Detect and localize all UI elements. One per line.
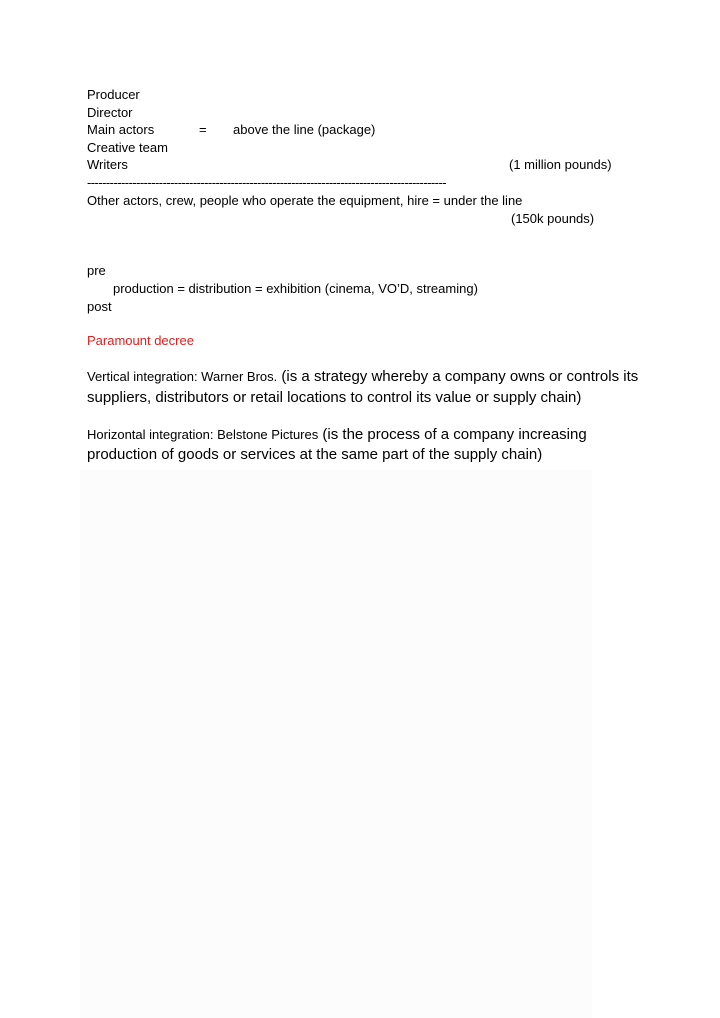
role-director: Director [87, 105, 133, 120]
paramount-decree-heading: Paramount decree [87, 333, 194, 348]
role-writers: Writers [87, 157, 128, 172]
equals-sign: = [199, 122, 207, 137]
page-background-shade [80, 470, 592, 1018]
above-line-cost: (1 million pounds) [509, 157, 612, 172]
pipeline-production: production = distribution = exhibition (cinema, VO’D, streaming) [113, 281, 478, 296]
role-main-actors: Main actors [87, 122, 155, 137]
horizontal-integration-line1 [87, 425, 587, 445]
above-the-line-label: above the line (package) [233, 122, 376, 137]
under-the-line-text: Other actors, crew, people who operate the equipment, hire = under the line [87, 193, 523, 208]
vertical-integration-desc2: suppliers, distributors or retail locations to control its value or supply chain) [87, 389, 582, 406]
vertical-integration-label: Vertical integration: Warner Bros. [87, 369, 278, 384]
pipeline-pre: pre [87, 263, 106, 278]
horizontal-integration-label: Horizontal integration: Belstone Pictures [87, 427, 319, 442]
role-producer: Producer [87, 87, 140, 102]
vertical-integration-line1 [87, 367, 638, 387]
horizontal-integration-desc2: production of goods or services at the same part of the supply chain) [87, 446, 543, 463]
role-creative-team: Creative team [87, 140, 168, 155]
horizontal-integration-desc1: (is the process of a company increasing [318, 426, 587, 443]
under-line-cost: (150k pounds) [511, 211, 595, 226]
vertical-integration-desc1: (is a strategy whereby a company owns or controls its [277, 368, 639, 385]
pipeline-post: post [87, 299, 112, 314]
dashed-divider: ----------------------------------------------------------------------------------------------- [87, 176, 447, 190]
